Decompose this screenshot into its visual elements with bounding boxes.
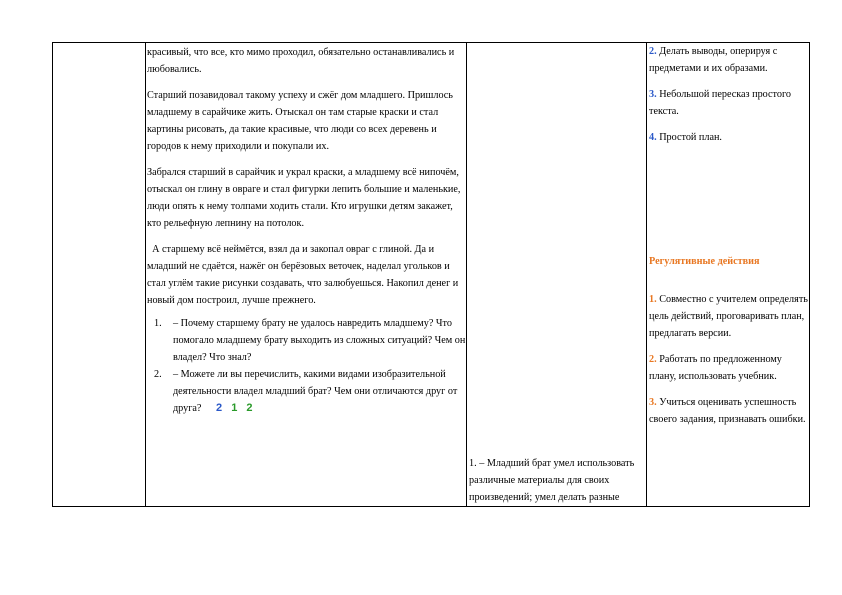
story-paragraph: А старшему всё неймётся, взял да и закопал овраг с глиной. Да и младший не сдаётся, нажёг он берёзовых веточек, наделал угольков и стал углём такие рисунки создавать, что залюбуешься. Накопил денег и новый дом построил, лучше прежнего. [147,244,461,306]
skill-item: 2. Делать выводы, оперируя с предметами и их образами. [649,46,778,74]
skills-column [647,43,810,506]
answer-text: 1. – Младший брат умел использовать различные материалы для своих произведений; умел делать разные [469,458,635,503]
skill-item: 1. Совместно с учителем определять цель действий, проговаривать план, предлагать версии. [649,294,808,339]
question-text: – Можете ли вы перечислить, какими видами изобразительной деятельности владел младший брат? Чем они отличаются друг от друга? [173,369,458,414]
answer-mark: 2 [246,402,253,414]
answer-column [467,43,646,506]
question-number: 2. [154,369,162,380]
skill-item: 3. Учиться оценивать успешность своего задания, признавать ошибки. [649,397,806,425]
story-paragraph: красивый, что все, кто мимо проходил, обязательно останавливались и любовались. [147,47,455,75]
answer-mark: 2 [216,402,223,414]
answer-marks [216,400,253,417]
question-item [147,315,466,366]
story-paragraph: Старший позавидовал такому успеху и сжёг дом младшего. Пришлось младшему в сарайчике жить. Отыскал он там старые краски и стал картины рисовать, да такие красивые, что люди со всех деревень и городов к нему приходили и покупали их. [147,90,453,152]
section-heading: Регулятивные действия [649,256,760,267]
story-column [146,43,468,506]
story-paragraph: Забрался старший в сарайчик и украл краски, а младшему всё нипочём, отыскал он глину в овраге и стал фигурки лепить большие и маленькие, люди опять к нему толпами ходить стали. Кто игрушки детям закажет, кто рельефную лепнину на потолок. [147,167,461,229]
question-list [147,315,466,417]
question-text: – Почему старшему брату не удалось навредить младшему? Что помогало младшему брату выходить из сложных ситуаций? Чем он владел? Что знал? [173,318,466,363]
question-item [147,366,466,417]
answer-mark: 1 [231,402,238,414]
question-number: 1. [154,318,162,329]
skill-item: 2. Работать по предложенному плану, использовать учебник. [649,354,782,382]
skill-item: 3. Небольшой пересказ простого текста. [649,89,791,117]
skill-item: 4. Простой план. [649,132,722,143]
lesson-table [52,42,810,507]
